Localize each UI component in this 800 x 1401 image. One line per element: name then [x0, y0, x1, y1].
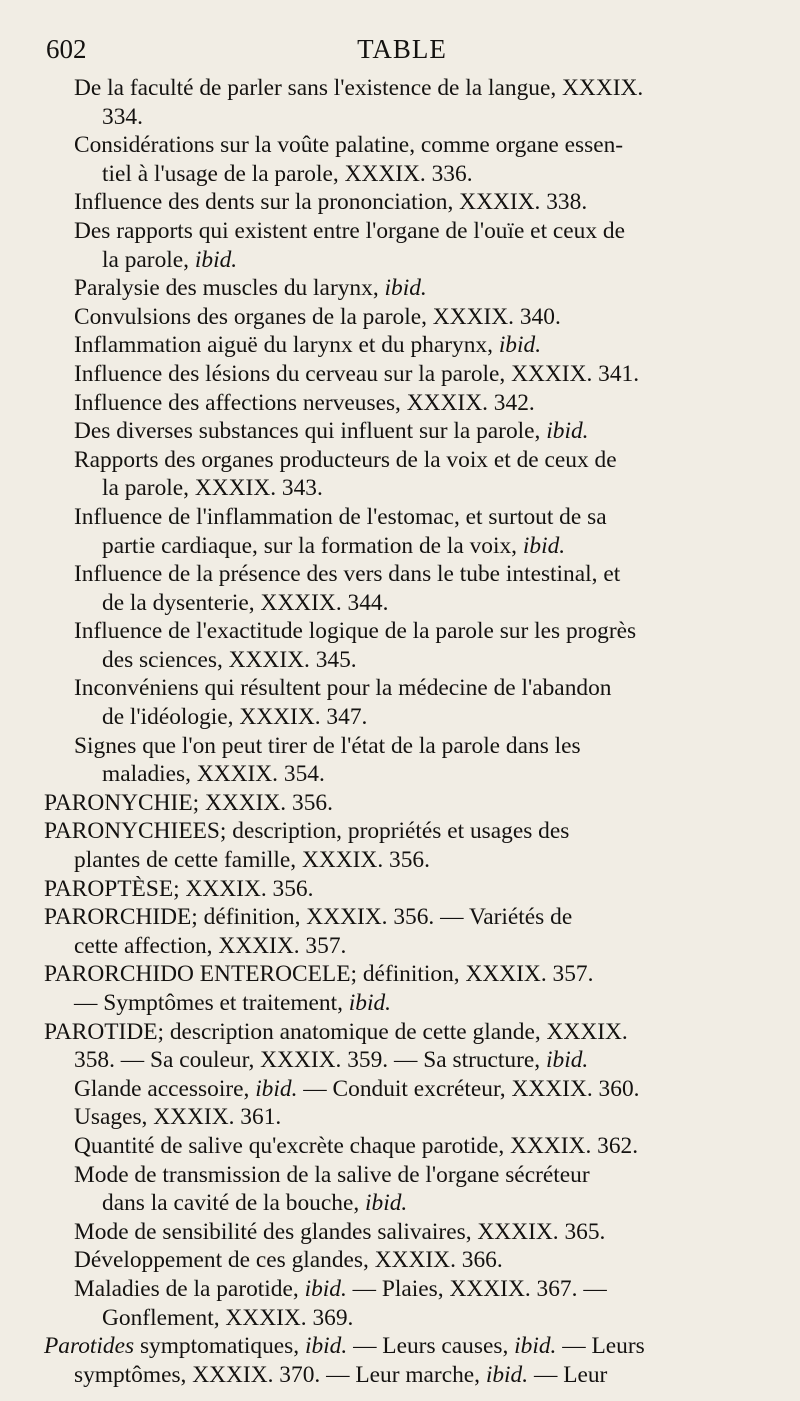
entry-line: Maladies de la parotide, ibid. — Plaies, XXXIX. 367. — [74, 1275, 607, 1302]
index-subentry [44, 1103, 758, 1132]
entry-line: 358. — Sa couleur, XXXIX. 359. — Sa structure, ibid. [74, 1047, 589, 1074]
index-subentry [44, 732, 758, 789]
entry-line: PARONYCHIE; XXXIX. 356. [44, 789, 333, 816]
entry-line: de l'idéologie, XXXIX. 347. [102, 704, 368, 731]
entry-line: Paralysie des muscles du larynx, ibid. [74, 275, 427, 302]
entry-line: Considérations sur la voûte palatine, comme organe essen- [74, 132, 624, 159]
index-subentry [44, 1161, 758, 1218]
index-subentry [44, 303, 758, 332]
index-subentry [44, 1075, 758, 1104]
index-subentry [44, 446, 758, 503]
entry-line: tiel à l'usage de la parole, XXXIX. 336. [102, 160, 473, 187]
entry-line: Influence de la présence des vers dans le tube intestinal, et [74, 561, 621, 588]
index-subentry [44, 131, 758, 188]
index-subentry [44, 417, 758, 446]
index-headword-entry [44, 903, 758, 960]
entry-line: Mode de transmission de la salive de l'organe sécréteur [74, 1161, 590, 1188]
index-headword-entry [44, 1018, 758, 1075]
entry-line: Mode de sensibilité des glandes salivaires, XXXIX. 365. [74, 1218, 606, 1245]
entry-line: Influence de l'inflammation de l'estomac, et surtout de sa [74, 503, 607, 530]
entry-line: partie cardiaque, sur la formation de la voix, ibid. [102, 532, 566, 559]
entry-line: Usages, XXXIX. 361. [74, 1104, 282, 1131]
index-headword-entry [44, 875, 758, 904]
page-number: 602 [46, 34, 87, 64]
index-subentry [44, 188, 758, 217]
index-subentry [44, 360, 758, 389]
entry-line: Convulsions des organes de la parole, XXXIX. 340. [74, 303, 561, 330]
index-headword-entry [44, 1332, 758, 1389]
index-subentry [44, 217, 758, 274]
index-subentry [44, 560, 758, 617]
index-subentry [44, 1275, 758, 1332]
entry-line: Des diverses substances qui influent sur la parole, ibid. [74, 418, 589, 445]
index-headword-entry [44, 960, 758, 1017]
index-subentry [44, 1218, 758, 1247]
entry-line: Influence des lésions du cerveau sur la parole, XXXIX. 341. [74, 360, 640, 387]
entry-line: Gonflement, XXXIX. 369. [102, 1304, 354, 1331]
entry-line: De la faculté de parler sans l'existence de la langue, XXXIX. [74, 75, 644, 101]
entry-line: Développement de ces glandes, XXXIX. 366. [74, 1247, 503, 1274]
entry-line: PAROTIDE; description anatomique de cette glande, XXXIX. [44, 1018, 628, 1045]
entry-line: de la dysenterie, XXXIX. 344. [102, 589, 389, 616]
entry-line: Influence des dents sur la prononciation, XXXIX. 338. [74, 189, 588, 216]
entry-line: Glande accessoire, ibid. — Conduit excréteur, XXXIX. 360. [74, 1075, 640, 1102]
entry-line: symptômes, XXXIX. 370. — Leur marche, ibid. — Leur [74, 1361, 608, 1388]
entry-line: Signes que l'on peut tirer de l'état de la parole dans les [74, 732, 581, 759]
index-entries [44, 74, 758, 1389]
index-headword-entry [44, 817, 758, 874]
entry-line: des sciences, XXXIX. 345. [102, 646, 357, 673]
page-header [44, 34, 760, 66]
entry-line: Parotides symptomatiques, ibid. — Leurs causes, ibid. — Leurs [44, 1333, 645, 1360]
entry-line: Quantité de salive qu'excrète chaque parotide, XXXIX. 362. [74, 1132, 639, 1159]
index-subentry [44, 674, 758, 731]
entry-line: Inconvéniens qui résultent pour la médecine de l'abandon [74, 675, 612, 702]
index-subentry [44, 74, 758, 131]
index-subentry [44, 503, 758, 560]
entry-line: PARORCHIDO ENTEROCELE; définition, XXXIX. 357. [44, 961, 594, 988]
entry-line: PARONYCHIEES; description, propriétés et usages des [44, 818, 570, 845]
entry-line: plantes de cette famille, XXXIX. 356. [74, 847, 430, 874]
index-subentry [44, 617, 758, 674]
entry-line: cette affection, XXXIX. 357. [74, 932, 347, 959]
entry-line: PAROPTÈSE; XXXIX. 356. [44, 875, 314, 902]
entry-line: Influence de l'exactitude logique de la parole sur les progrès [74, 618, 637, 645]
running-title: TABLE [357, 34, 447, 64]
entry-line: Influence des affections nerveuses, XXXIX. 342. [74, 389, 535, 416]
index-subentry [44, 274, 758, 303]
entry-line: 334. [102, 103, 143, 130]
index-subentry [44, 331, 758, 360]
entry-line: Des rapports qui existent entre l'organe de l'ouïe et ceux de [74, 217, 625, 244]
entry-line: dans la cavité de la bouche, ibid. [102, 1190, 408, 1217]
entry-line: maladies, XXXIX. 354. [102, 761, 325, 788]
index-headword-entry [44, 789, 758, 818]
entry-line: — Symptômes et traitement, ibid. [74, 990, 392, 1016]
index-subentry [44, 389, 758, 418]
index-subentry [44, 1246, 758, 1275]
entry-line: Rapports des organes producteurs de la voix et de ceux de [74, 446, 617, 473]
entry-line: la parole, XXXIX. 343. [102, 475, 323, 502]
index-subentry [44, 1132, 758, 1161]
entry-line: PARORCHIDE; définition, XXXIX. 356. — Variétés de [44, 904, 573, 931]
entry-line: la parole, ibid. [102, 246, 238, 273]
entry-line: Inflammation aiguë du larynx et du pharynx, ibid. [74, 332, 542, 359]
